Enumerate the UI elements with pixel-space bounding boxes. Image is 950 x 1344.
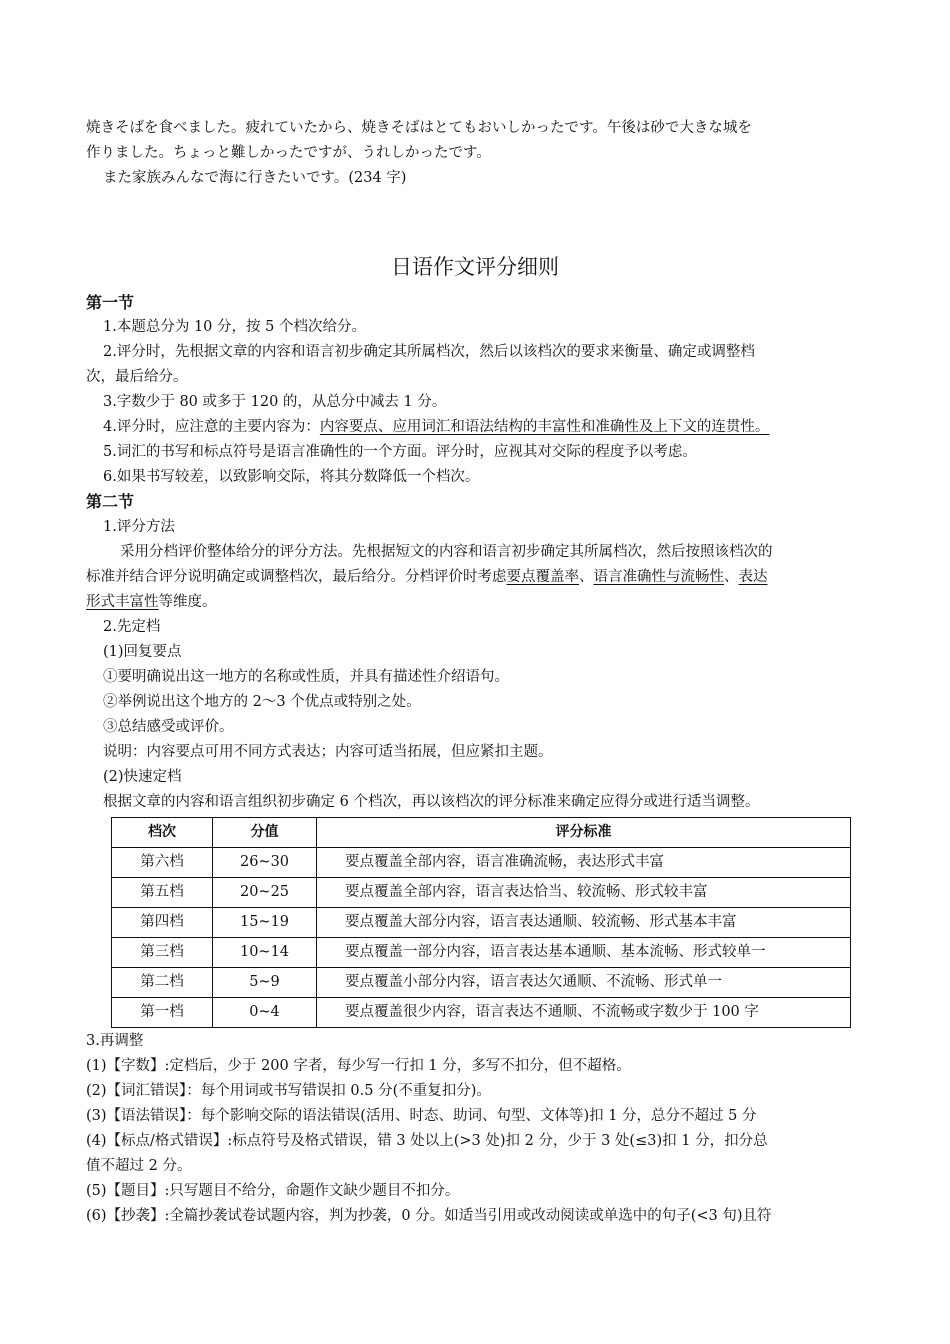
table-cell-level: 第六档 <box>112 848 213 878</box>
s2-method-line-2 <box>86 567 768 587</box>
page-title: 日语作文评分细则 <box>391 255 559 279</box>
s2-adjust-5: (5)【题目】:只写题目不给分，命题作文缺少题目不扣分。 <box>86 1183 460 1199</box>
s2-point-3: ③总结感受或评价。 <box>103 719 234 735</box>
s2-method-u1: 要点覆盖率 <box>506 569 579 585</box>
s2-method-line-3-suffix: 等维度。 <box>158 594 217 610</box>
table-header-row <box>112 818 851 848</box>
s2-adjust-4a: (4)【标点/格式错误】:标点符号及格式错误，错 3 处以上(>3 处)扣 2 分，少于 3 处(≤3)扣 1 分，扣分总 <box>86 1133 768 1149</box>
s2-adjust-3: (3)【语法错误】：每个影响交际的语法错误(活用、时态、助词、句型、文体等)扣 1 分，总分不超过 5 分 <box>86 1108 757 1124</box>
s1-item-2a: 2.评分时，先根据文章的内容和语言初步确定其所属档次，然后以该档次的要求来衡量、确定或调整档 <box>103 344 755 360</box>
table-header-score: 分值 <box>213 818 317 848</box>
s2-method-u2: 语言准确性与流畅性 <box>593 569 724 585</box>
table-cell-score: 5~9 <box>213 968 317 998</box>
table-cell-score: 26~30 <box>213 848 317 878</box>
table-cell-score: 15~19 <box>213 908 317 938</box>
table-cell-score: 0~4 <box>213 998 317 1028</box>
s2-method-sep1: 、 <box>579 569 594 585</box>
table-cell-criteria: 要点覆盖大部分内容，语言表达通顺、较流畅、形式基本丰富 <box>317 908 851 938</box>
s2-method-sep2: 、 <box>724 569 739 585</box>
s2-method-line-1: 采用分档评价整体给分的评分方法。先根据短文的内容和语言初步确定其所属档次，然后按照该档次的 <box>120 544 773 560</box>
s1-item-4 <box>103 417 769 437</box>
s1-item-1: 1.本题总分为 10 分，按 5 个档次给分。 <box>103 319 366 335</box>
s2-sub2-text: 根据文章的内容和语言组织初步确定 6 个档次，再以该档次的评分标准来确定应得分或进行适当调整。 <box>103 794 760 810</box>
s1-item-2b: 次，最后给分。 <box>86 369 188 385</box>
essay-line-2: 作りました。ちょっと難しかったですが、うれしかったです。 <box>86 145 491 161</box>
table-cell-criteria: 要点覆盖很少内容，语言表达不通顺、不流畅或字数少于 100 字 <box>317 998 851 1028</box>
table-cell-criteria: 要点覆盖一部分内容，语言表达基本通顺、基本流畅、形式较单一 <box>317 938 851 968</box>
s2-sub1-title: (1)回复要点 <box>103 644 182 660</box>
section2-heading: 第二节 <box>86 492 135 511</box>
essay-line-3: また家族みんなで海に行きたいです。(234 字) <box>103 170 407 186</box>
s2-step3-title: 3.再调整 <box>86 1033 144 1049</box>
table-header-level: 档次 <box>112 818 213 848</box>
s2-method-u3b: 形式丰富性 <box>86 594 159 610</box>
table-cell-level: 第四档 <box>112 908 213 938</box>
s2-note: 说明：内容要点可用不同方式表达；内容可适当拓展，但应紧扣主题。 <box>103 744 553 760</box>
s2-method-line-3 <box>86 592 217 612</box>
s2-adjust-4b: 值不超过 2 分。 <box>86 1158 192 1174</box>
table-header-criteria: 评分标准 <box>317 818 851 848</box>
table-row <box>112 998 851 1028</box>
grading-table <box>111 817 851 1028</box>
table-row <box>112 878 851 908</box>
table-cell-score: 20~25 <box>213 878 317 908</box>
s2-method-line-2-prefix: 标准并结合评分说明确定或调整档次，最后给分。分档评价时考虑 <box>86 569 507 585</box>
s2-method-u3a: 表达 <box>738 569 768 585</box>
s1-item-4-underlined: 内容要点、应用词汇和语法结构的丰富性和准确性及上下文的连贯性。 <box>319 419 770 435</box>
table-row <box>112 848 851 878</box>
s1-item-6: 6.如果书写较差，以致影响交际，将其分数降低一个档次。 <box>103 469 480 485</box>
table-cell-level: 第二档 <box>112 968 213 998</box>
s1-item-3: 3.字数少于 80 或多于 120 的，从总分中减去 1 分。 <box>103 394 447 410</box>
table-cell-criteria: 要点覆盖全部内容，语言表达恰当、较流畅、形式较丰富 <box>317 878 851 908</box>
table-cell-criteria: 要点覆盖全部内容，语言准确流畅，表达形式丰富 <box>317 848 851 878</box>
s2-adjust-1: (1)【字数】:定档后，少于 200 字者，每少写一行扣 1 分，多写不扣分，但不超格。 <box>86 1058 631 1074</box>
s1-item-5: 5.词汇的书写和标点符号是语言准确性的一个方面。评分时，应视其对交际的程度予以考虑。 <box>103 444 697 460</box>
table-cell-level: 第三档 <box>112 938 213 968</box>
table-row <box>112 938 851 968</box>
s2-adjust-2: (2)【词汇错误】：每个用词或书写错误扣 0.5 分(不重复扣分)。 <box>86 1083 491 1099</box>
s2-step2-title: 2.先定档 <box>103 619 161 635</box>
s2-method-title: 1.评分方法 <box>103 519 175 535</box>
s2-adjust-6: (6)【抄袭】:全篇抄袭试卷试题内容，判为抄袭，0 分。如适当引用或改动阅读或单选中的句子(<3 句)且符 <box>86 1208 772 1224</box>
table-cell-score: 10~14 <box>213 938 317 968</box>
s1-item-4-prefix: 4.评分时，应注意的主要内容为： <box>103 419 320 435</box>
essay-line-1: 焼きそばを食べました。疲れていたから、焼きそばはとてもおいしかったです。午後は砂で大きな城を <box>86 120 752 136</box>
section1-heading: 第一节 <box>86 293 135 312</box>
s2-point-1: ①要明确说出这一地方的名称或性质，并具有描述性介绍语句。 <box>103 669 509 685</box>
table-cell-level: 第五档 <box>112 878 213 908</box>
s2-point-2: ②举例说出这个地方的 2～3 个优点或特别之处。 <box>103 694 421 710</box>
table-cell-criteria: 要点覆盖小部分内容，语言表达欠通顺、不流畅、形式单一 <box>317 968 851 998</box>
s2-sub2-title: (2)快速定档 <box>103 769 182 785</box>
table-row <box>112 968 851 998</box>
table-row <box>112 908 851 938</box>
table-cell-level: 第一档 <box>112 998 213 1028</box>
